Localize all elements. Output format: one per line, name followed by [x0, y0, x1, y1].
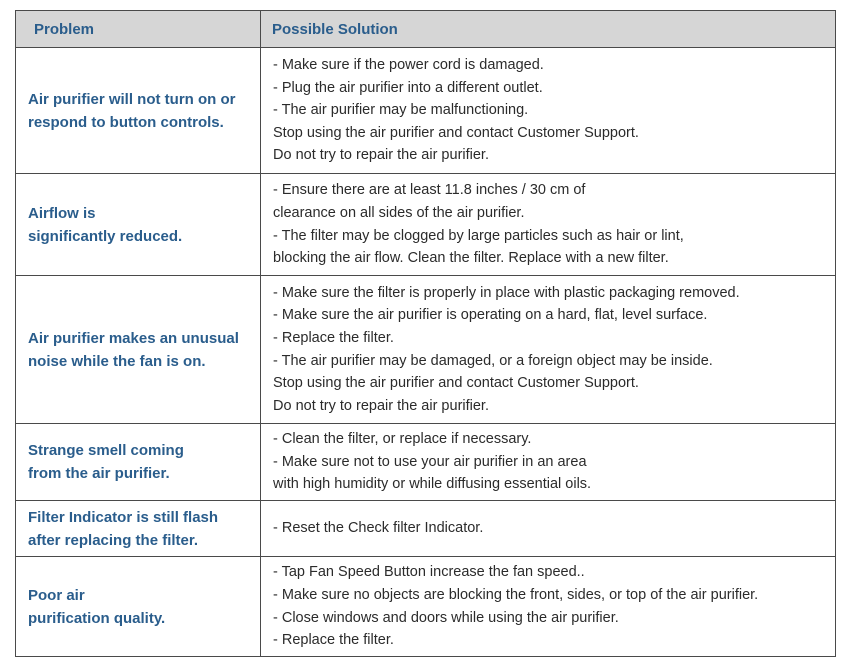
header-row [16, 11, 836, 48]
header-solution: Possible Solution [261, 11, 836, 48]
solution-text: with high humidity or while diffusing essential oils. [273, 476, 592, 493]
solution-text: Stop using the air purifier and contact Customer Support. [273, 375, 639, 392]
solution-text: - Make sure no objects are blocking the front, sides, or top of the air purifier. [273, 586, 759, 603]
solution-cell [261, 174, 836, 276]
solution-text: clearance on all sides of the air purifier. [273, 204, 525, 221]
solution-text: - Make sure the filter is properly in place with plastic packaging removed. [273, 284, 740, 301]
table-row [16, 48, 836, 174]
solution-text: - Replace the filter. [273, 329, 394, 346]
problem-text: from the air purifier. [28, 465, 170, 482]
solution-text: - Replace the filter. [273, 632, 394, 649]
problem-text: purification quality. [28, 609, 166, 627]
solution-text: Stop using the air purifier and contact Customer Support. [273, 124, 639, 141]
solution-text: - The air purifier may be malfunctioning. [273, 102, 529, 119]
solution-cell [261, 424, 836, 501]
solution-text: - Plug the air purifier into a different outlet. [273, 79, 543, 96]
solution-cell [261, 501, 836, 557]
problem-text: noise while the fan is on. [28, 352, 206, 370]
solution-text: - Make sure not to use your air purifier in an area [273, 453, 587, 470]
problem-text: Filter Indicator is still flash [28, 508, 219, 526]
table-row [16, 276, 836, 424]
problem-text: significantly reduced. [28, 227, 183, 245]
problem-text: after replacing the filter. [28, 531, 199, 549]
table-row [16, 501, 836, 557]
solution-text: - Make sure if the power cord is damaged. [273, 57, 544, 74]
problem-text: Air purifier will not turn on or [28, 90, 236, 108]
problem-cell [16, 424, 261, 501]
problem-text: Air purifier makes an unusual [28, 329, 239, 347]
solution-text: - The air purifier may be damaged, or a foreign object may be inside. [273, 352, 713, 369]
troubleshooting-table [15, 10, 836, 657]
solution-cell [261, 557, 836, 657]
problem-cell [16, 557, 261, 657]
solution-cell [261, 276, 836, 424]
solution-text: - Clean the filter, or replace if necessary. [273, 431, 532, 448]
problem-text: Airflow is [28, 204, 96, 222]
solution-text: Do not try to repair the air purifier. [273, 147, 489, 164]
solution-text: Do not try to repair the air purifier. [273, 397, 489, 414]
problem-cell [16, 276, 261, 424]
table-row [16, 424, 836, 501]
solution-text: - Close windows and doors while using the air purifier. [273, 609, 619, 626]
problem-text: respond to button controls. [28, 113, 224, 131]
table-row [16, 174, 836, 276]
table-row [16, 557, 836, 657]
problem-text: Strange smell coming [28, 442, 184, 459]
header-problem: Problem [16, 11, 261, 48]
solution-text: - The filter may be clogged by large particles such as hair or lint, [273, 227, 684, 244]
solution-cell [261, 48, 836, 174]
solution-text: blocking the air flow. Clean the filter. Replace with a new filter. [273, 250, 669, 267]
solution-text: - Make sure the air purifier is operating on a hard, flat, level surface. [273, 307, 708, 324]
problem-text: Poor air [28, 586, 85, 604]
problem-cell [16, 501, 261, 557]
problem-cell [16, 174, 261, 276]
solution-text: - Reset the Check filter Indicator. [273, 520, 484, 537]
problem-cell [16, 48, 261, 174]
solution-text: - Ensure there are at least 11.8 inches / 30 cm of [273, 182, 586, 199]
solution-text: - Tap Fan Speed Button increase the fan speed.. [273, 564, 585, 581]
